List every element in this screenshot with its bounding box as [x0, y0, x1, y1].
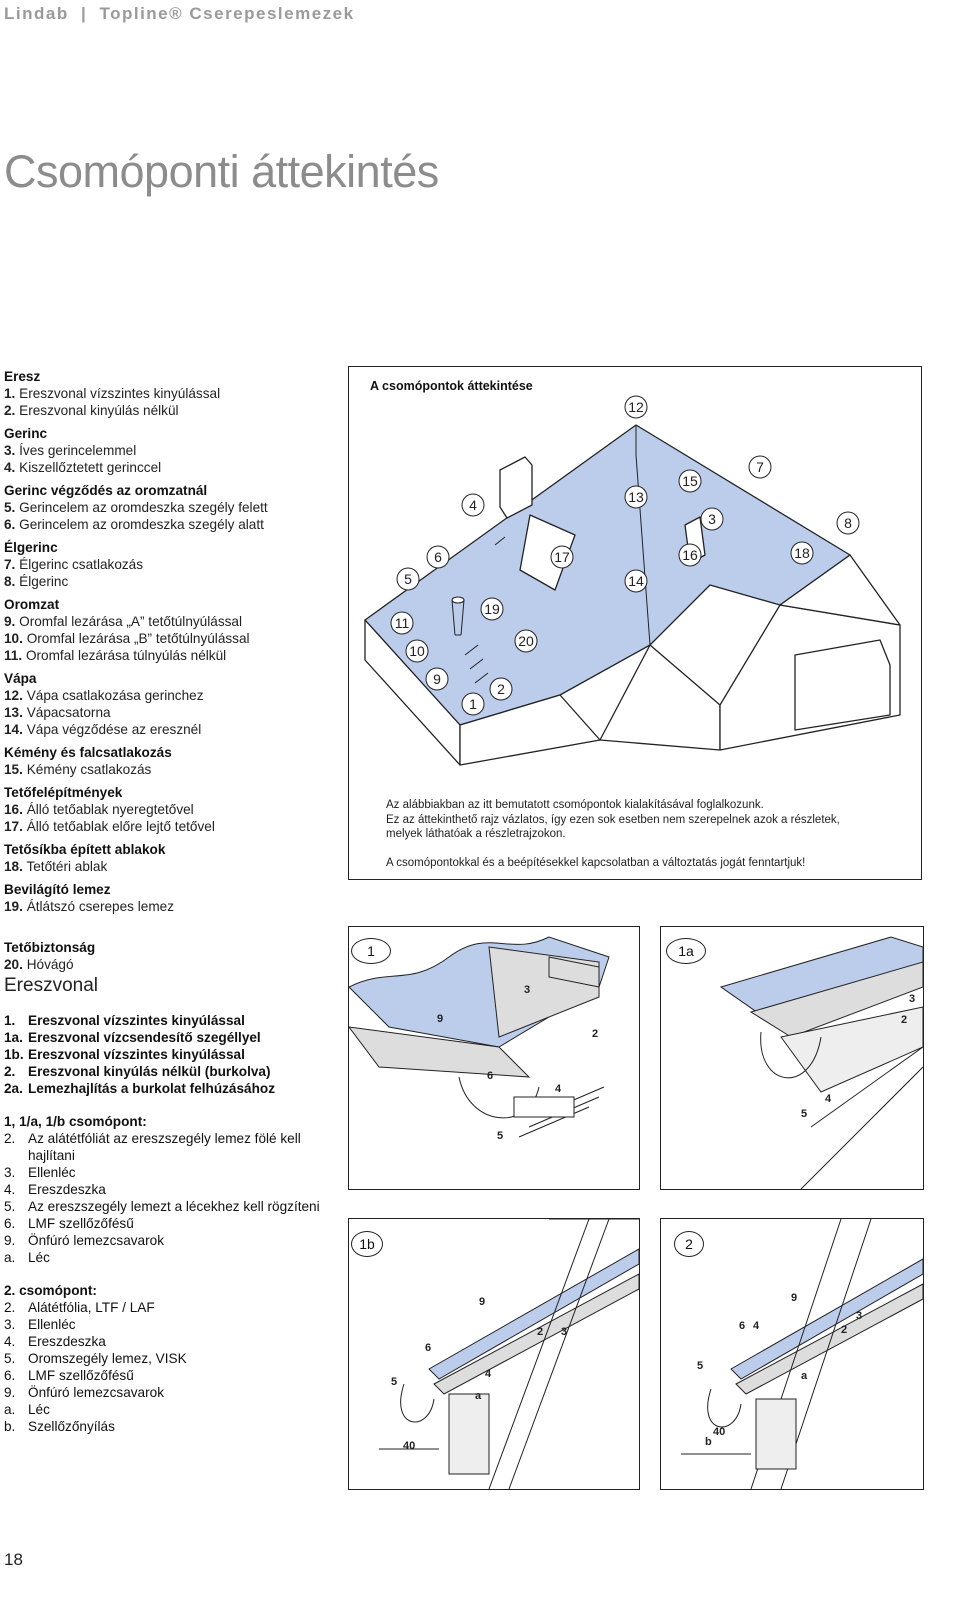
- node-list-number: 4.: [4, 1334, 16, 1349]
- overview-item-number: 12.: [4, 688, 23, 703]
- node-list-text: Ereszvonal kinyúlás nélkül (burkolva): [28, 1064, 271, 1079]
- overview-callout-number: 6: [434, 549, 442, 565]
- overview-item-number: 9.: [4, 614, 16, 629]
- detail-callout-label: 6: [425, 1342, 432, 1354]
- node-list-number: 9.: [4, 1233, 16, 1248]
- overview-item-text: Álló tetőablak nyeregtetővel: [26, 802, 194, 817]
- page-number: 18: [4, 1550, 23, 1569]
- detail-callout-label: 9: [479, 1296, 486, 1308]
- node-list-number: 9.: [4, 1385, 16, 1400]
- detail-callout-label: 2: [901, 1014, 908, 1026]
- detail-callout-label: a: [801, 1370, 808, 1382]
- detail-1b-drawing: [349, 1219, 639, 1489]
- overview-callout-number: 9: [433, 671, 441, 687]
- overview-item-number: 1.: [4, 386, 16, 401]
- overview-group-title: Tetőbiztonság: [4, 940, 96, 955]
- overview-item-number: 11.: [4, 648, 23, 663]
- node-list-number: 3.: [4, 1165, 16, 1180]
- overview-item: [4, 956, 334, 973]
- overview-group-title: Gerinc végződés az oromzatnál: [4, 483, 208, 498]
- node-list-text: Lemezhajlítás a burkolat felhúzásához: [28, 1081, 276, 1096]
- overview-group-title: Tetőfelépítmények: [4, 785, 123, 800]
- overview-item-number: 7.: [4, 557, 16, 572]
- node-list-item: [4, 1418, 334, 1435]
- node-list-item: [4, 1215, 334, 1232]
- overview-item: [4, 556, 334, 573]
- detail-callout-label: 5: [697, 1360, 704, 1372]
- overview-item: [4, 385, 334, 402]
- node-list-text: Önfúró lemezcsavarok: [28, 1385, 164, 1400]
- overview-item-number: 3.: [4, 443, 16, 458]
- node-list-number: 1b.: [4, 1047, 24, 1062]
- node-list-item: [4, 1333, 334, 1350]
- detail-callout-label: 9: [437, 1013, 444, 1025]
- overview-note: [386, 798, 866, 884]
- detail-1-box: [348, 926, 640, 1190]
- note-line-2: Ez az áttekinthető rajz vázlatos, így ezen sok esetben nem szerepelnek azok a részletek, melyek láthatóak a részletrajzokon.: [386, 813, 840, 840]
- node-list-text: Ereszvonal vízszintes kinyúlással: [28, 1013, 245, 1028]
- node-list-text: Ereszvonal vízszintes kinyúlással: [28, 1047, 245, 1062]
- overview-callout-number: 7: [756, 459, 764, 475]
- node-list-item: [4, 1401, 334, 1418]
- detail-callout-label: 5: [497, 1130, 504, 1142]
- detail-callout-label: 4: [485, 1368, 492, 1380]
- overview-item: [4, 858, 334, 875]
- overview-callout-number: 8: [844, 515, 852, 531]
- detail-1a-drawing: [661, 927, 923, 1189]
- node-list-text: Szellőzőnyílás: [28, 1419, 115, 1434]
- node-list-number: 5.: [4, 1351, 16, 1366]
- node-list-text: Ereszvonal vízcsendesítő szegéllyel: [28, 1030, 261, 1045]
- node-list-item: [4, 1316, 334, 1333]
- overview-group-title: Gerinc: [4, 426, 48, 441]
- overview-item-text: Ereszvonal vízszintes kinyúlással: [19, 386, 221, 401]
- detail-1a-box: [660, 926, 924, 1190]
- node-list-number: a.: [4, 1402, 16, 1417]
- overview-item-text: Oromfal lezárása „A” tetőtúlnyúlással: [19, 614, 243, 629]
- header-separator: |: [80, 4, 88, 23]
- overview-item-number: 16.: [4, 802, 23, 817]
- overview-item-number: 13.: [4, 705, 23, 720]
- overview-box-title: A csomópontok áttekintése: [370, 379, 533, 393]
- detail-callout-label: 3: [524, 984, 531, 996]
- overview-item-number: 17.: [4, 819, 23, 834]
- overview-group-title: Eresz: [4, 369, 41, 384]
- detail-callout-label: 3: [561, 1326, 568, 1338]
- overview-callout-number: 1: [469, 696, 477, 712]
- detail-2-box: [660, 1218, 924, 1490]
- overview-group-title: Élgerinc: [4, 540, 58, 555]
- node-list-item: [4, 1350, 334, 1367]
- detail-callout-label: b: [705, 1436, 712, 1448]
- overview-item: [4, 459, 334, 476]
- node-list-number: 3.: [4, 1317, 16, 1332]
- overview-list: [4, 368, 334, 973]
- overview-item: [4, 687, 334, 704]
- detail-callout-label: 5: [801, 1108, 808, 1120]
- running-header: [4, 4, 361, 24]
- node-list-item: [4, 1232, 334, 1249]
- node-list-text: Önfúró lemezcsavarok: [28, 1233, 164, 1248]
- overview-item-number: 20.: [4, 957, 23, 972]
- node-list-text: LMF szellőzőfésű: [28, 1216, 134, 1231]
- node-list-number: b.: [4, 1419, 16, 1434]
- page-title: Csomóponti áttekintés: [4, 146, 439, 197]
- node-list-number: 6.: [4, 1368, 16, 1383]
- node-list-text: LMF szellőzőfésű: [28, 1368, 134, 1383]
- detail-callout-label: 3: [909, 993, 916, 1005]
- overview-item: [4, 898, 334, 915]
- overview-item-text: Álló tetőablak előre lejtő tetővel: [26, 819, 215, 834]
- overview-item-number: 19.: [4, 899, 23, 914]
- overview-callout-number: 16: [682, 547, 698, 563]
- overview-item-text: Élgerinc csatlakozás: [19, 557, 144, 572]
- node-list-item: [4, 1367, 334, 1384]
- node-list-number: 5.: [4, 1199, 16, 1214]
- overview-item-text: Gerincelem az oromdeszka szegély felett: [19, 500, 268, 515]
- detail-1b-badge: 1b: [351, 1231, 383, 1257]
- eresz-node-list: [4, 1012, 334, 1435]
- node-list-number: a.: [4, 1250, 16, 1265]
- node-list-item: [4, 1164, 334, 1181]
- detail-callout-label: 2: [841, 1324, 848, 1336]
- detail-1-drawing: [349, 927, 639, 1189]
- overview-group-title: Tetősíkba épített ablakok: [4, 842, 166, 857]
- node-list-number: 2a.: [4, 1081, 23, 1096]
- node-list-number: 6.: [4, 1216, 16, 1231]
- node-list-text: Alátétfólia, LTF / LAF: [28, 1300, 155, 1315]
- node-list-item: [4, 1249, 334, 1266]
- node-list-text: Ellenléc: [28, 1317, 76, 1332]
- node-list-text: Az ereszszegély lemezt a lécekhez kell rögzíteni: [28, 1199, 320, 1214]
- overview-item-number: 15.: [4, 762, 23, 777]
- overview-item: [4, 573, 334, 590]
- overview-item-number: 8.: [4, 574, 16, 589]
- overview-callout-number: 4: [469, 497, 477, 513]
- node-list-item: [4, 1029, 334, 1046]
- detail-1a-badge: 1a: [666, 938, 706, 964]
- overview-item: [4, 442, 334, 459]
- node-list-number: 1a.: [4, 1030, 23, 1045]
- overview-item-text: Vápa csatlakozása gerinchez: [26, 688, 204, 703]
- node-group-title: 2. csomópont:: [4, 1283, 97, 1298]
- node-list-number: 2.: [4, 1300, 16, 1315]
- node-list-text: Ereszdeszka: [28, 1182, 106, 1197]
- overview-item-text: Hóvágó: [26, 957, 74, 972]
- node-list-number: 4.: [4, 1182, 16, 1197]
- detail-1-badge: 1: [351, 938, 391, 964]
- overview-callout-number: 20: [518, 633, 534, 649]
- node-list-item: [4, 1012, 334, 1029]
- brand-name: Lindab: [4, 4, 69, 23]
- note-line-1: Az alábbiakban az itt bemutatott csomópontok kialakításával foglalkozunk.: [386, 799, 764, 811]
- overview-group-title: Oromzat: [4, 597, 60, 612]
- node-list-text: Oromszegély lemez, VISK: [28, 1351, 187, 1366]
- detail-callout-label: 4: [825, 1093, 832, 1105]
- overview-item: [4, 402, 334, 419]
- node-list-item: [4, 1130, 334, 1164]
- detail-callout-label: 2: [537, 1326, 544, 1338]
- detail-2-badge: 2: [674, 1231, 704, 1257]
- overview-item-text: Vápa végződése az eresznél: [26, 722, 202, 737]
- overview-callout-number: 15: [682, 473, 698, 489]
- node-list-item: [4, 1181, 334, 1198]
- overview-item-number: 4.: [4, 460, 16, 475]
- overview-callout-number: 14: [628, 573, 644, 589]
- overview-item-text: Kiszellőztetett gerinccel: [19, 460, 162, 475]
- detail-callout-label: 4: [555, 1083, 562, 1095]
- overview-item-text: Oromfal lezárása „B” tetőtúlnyúlással: [26, 631, 250, 646]
- node-group-title: 1, 1/a, 1/b csomópont:: [4, 1114, 147, 1129]
- node-list-item: [4, 1198, 334, 1215]
- detail-callout-label: 4: [753, 1320, 760, 1332]
- overview-item-text: Oromfal lezárása túlnyúlás nélkül: [25, 648, 227, 663]
- detail-2-drawing: [661, 1219, 923, 1489]
- overview-callout-number: 11: [394, 615, 410, 631]
- overview-item: [4, 801, 334, 818]
- overview-item: [4, 516, 334, 533]
- node-list-item: [4, 1299, 334, 1316]
- overview-item-number: 10.: [4, 631, 23, 646]
- node-list-item: [4, 1384, 334, 1401]
- overview-item-text: Tetőtéri ablak: [26, 859, 108, 874]
- detail-1b-box: [348, 1218, 640, 1490]
- overview-callout-number: 18: [794, 545, 810, 561]
- node-list-item: [4, 1046, 334, 1063]
- overview-item: [4, 613, 334, 630]
- overview-callout-number: 12: [628, 399, 644, 415]
- overview-callout-number: 2: [497, 681, 505, 697]
- overview-item-text: Gerincelem az oromdeszka szegély alatt: [19, 517, 264, 532]
- overview-item-number: 6.: [4, 517, 16, 532]
- overview-callout-number: 3: [708, 511, 716, 527]
- overview-callout-number: 13: [628, 489, 644, 505]
- node-list-number: 2.: [4, 1064, 16, 1079]
- overview-item-text: Átlátszó cserepes lemez: [26, 899, 175, 914]
- detail-callout-label: 2: [592, 1028, 599, 1040]
- overview-item: [4, 630, 334, 647]
- section-title: Ereszvonal: [4, 975, 98, 996]
- overview-item: [4, 721, 334, 738]
- overview-item-text: Kémény csatlakozás: [26, 762, 152, 777]
- detail-callout-label: a: [475, 1390, 482, 1402]
- node-list-number: 2.: [4, 1131, 16, 1146]
- overview-group-title: Vápa: [4, 671, 37, 686]
- overview-item-text: Vápacsatorna: [26, 705, 111, 720]
- note-line-3: A csomópontokkal és a beépítésekkel kapcsolatban a változtatás jogát fenntartjuk!: [386, 856, 806, 869]
- product-name: Topline® Cserepeslemezek: [99, 4, 355, 23]
- overview-item-text: Íves gerincelemmel: [19, 443, 137, 458]
- overview-callout-number: 5: [404, 571, 412, 587]
- overview-item-number: 2.: [4, 403, 16, 418]
- overview-callout-number: 10: [409, 643, 425, 659]
- detail-callout-label: 6: [739, 1320, 746, 1332]
- overview-group-title: Kémény és falcsatlakozás: [4, 745, 172, 760]
- overview-item: [4, 761, 334, 778]
- overview-item: [4, 704, 334, 721]
- overview-item: [4, 499, 334, 516]
- node-list-text: Ereszdeszka: [28, 1334, 106, 1349]
- overview-group-title: Bevilágító lemez: [4, 882, 111, 897]
- detail-callout-label: 40: [403, 1440, 416, 1452]
- node-list-text: Az alátétfóliát az ereszszegély lemez fölé kell hajlítani: [28, 1131, 301, 1163]
- overview-callout-number: 19: [484, 601, 500, 617]
- roof-overview-drawing: [360, 395, 910, 795]
- node-list-text: Léc: [28, 1402, 50, 1417]
- node-list-text: Ellenléc: [28, 1165, 76, 1180]
- overview-callout-number: 17: [554, 549, 570, 565]
- node-list-text: Léc: [28, 1250, 50, 1265]
- node-list-item: [4, 1080, 334, 1097]
- node-list-item: [4, 1063, 334, 1080]
- overview-item: [4, 647, 334, 664]
- overview-item-number: 14.: [4, 722, 23, 737]
- overview-item-number: 5.: [4, 500, 16, 515]
- detail-callout-label: 9: [791, 1292, 798, 1304]
- overview-item-text: Élgerinc: [19, 574, 69, 589]
- detail-callout-label: 40: [713, 1426, 726, 1438]
- node-list-number: 1.: [4, 1013, 16, 1028]
- detail-callout-label: 3: [856, 1310, 863, 1322]
- overview-item: [4, 818, 334, 835]
- overview-item-number: 18.: [4, 859, 23, 874]
- overview-item-text: Ereszvonal kinyúlás nélkül: [19, 403, 179, 418]
- detail-callout-label: 5: [391, 1376, 398, 1388]
- detail-callout-label: 6: [487, 1070, 494, 1082]
